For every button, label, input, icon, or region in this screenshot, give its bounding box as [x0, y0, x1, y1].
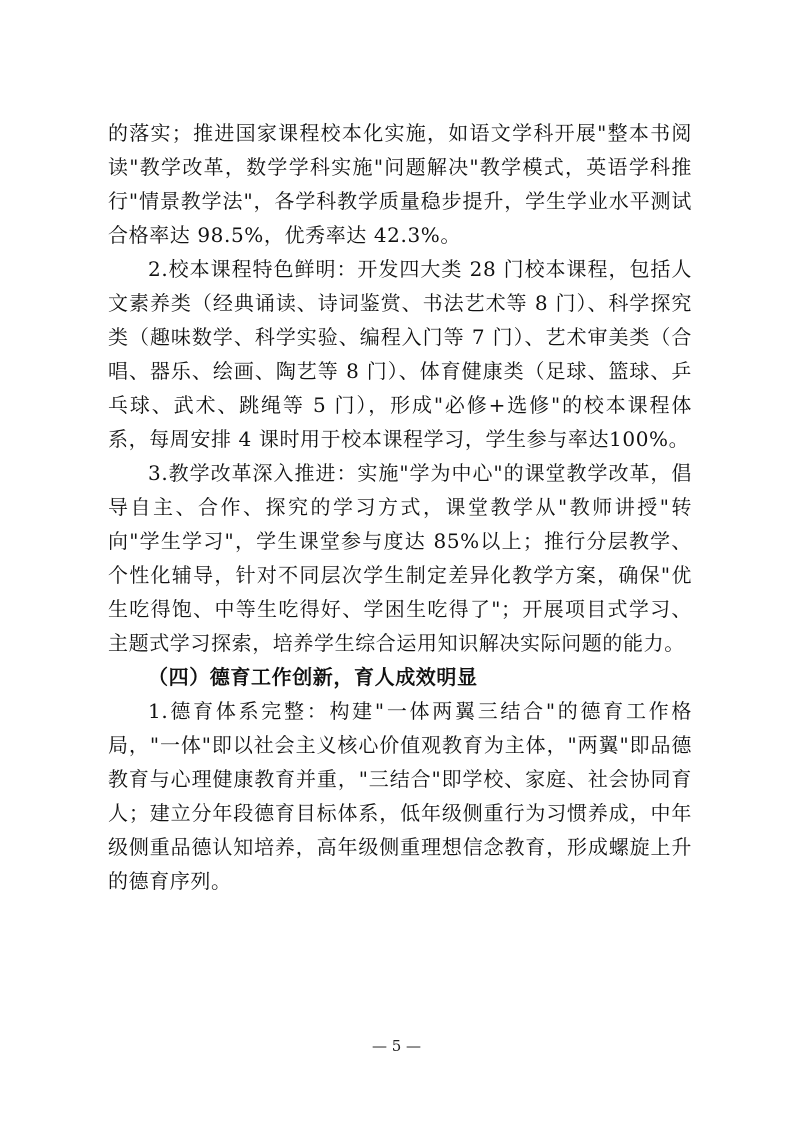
paragraph-moral-system: 1.德育体系完整：构建"一体两翼三结合"的德育工作格局，"一体"即以社会主义核心价值观教育为主体，"两翼"即品德教育与心理健康教育并重，"三结合"即学校、家庭、社会协同育人；建立分年段德育目标体系，低年级侧重行为习惯养成，中年级侧重品德认知培养，高年级侧重理想信念教育，形成螺旋上升的德育序列。 [108, 699, 692, 893]
paragraph-continuation: 的落实；推进国家课程校本化实施，如语文学科开展"整本书阅读"教学改革，数学学科实施"问题解决"教学模式，英语学科推行"情景教学法"，各学科教学质量稳步提升，学生学业水平测试合格率达 98.5%，优秀率达 42.3%。 [108, 121, 692, 247]
document-body [108, 116, 692, 898]
paragraph-school-curriculum: 2.校本课程特色鲜明：开发四大类 28 门校本课程，包括人文素养类（经典诵读、诗词鉴赏、书法艺术等 8 门）、科学探究类（趣味数学、科学实验、编程入门等 7 门）、艺术审美类（合唱、器乐、绘画、陶艺等 8 门）、体育健康类（足球、篮球、乒乓球、武术、跳绳等 5 门），形成"必修+选修"的校本课程体系，每周安排 4 课时用于校本课程学习，学生参与率达100%。 [108, 257, 692, 451]
page-number: — 5 — [371, 1037, 422, 1055]
section-heading-moral-education: （四）德育工作创新，育人成效明显 [148, 665, 478, 689]
paragraph-teaching-reform: 3.教学改革深入推进：实施"学为中心"的课堂教学改革，倡导自主、合作、探究的学习方式，课堂教学从"教师讲授"转向"学生学习"，学生课堂参与度达 85%以上；推行分层教学、个性化辅导，针对不同层次学生制定差异化教学方案，确保"优生吃得饱、中等生吃得好、学困生吃得了"；开展项目式学习、主题式学习探索，培养学生综合运用知识解决实际问题的能力。 [108, 461, 692, 655]
